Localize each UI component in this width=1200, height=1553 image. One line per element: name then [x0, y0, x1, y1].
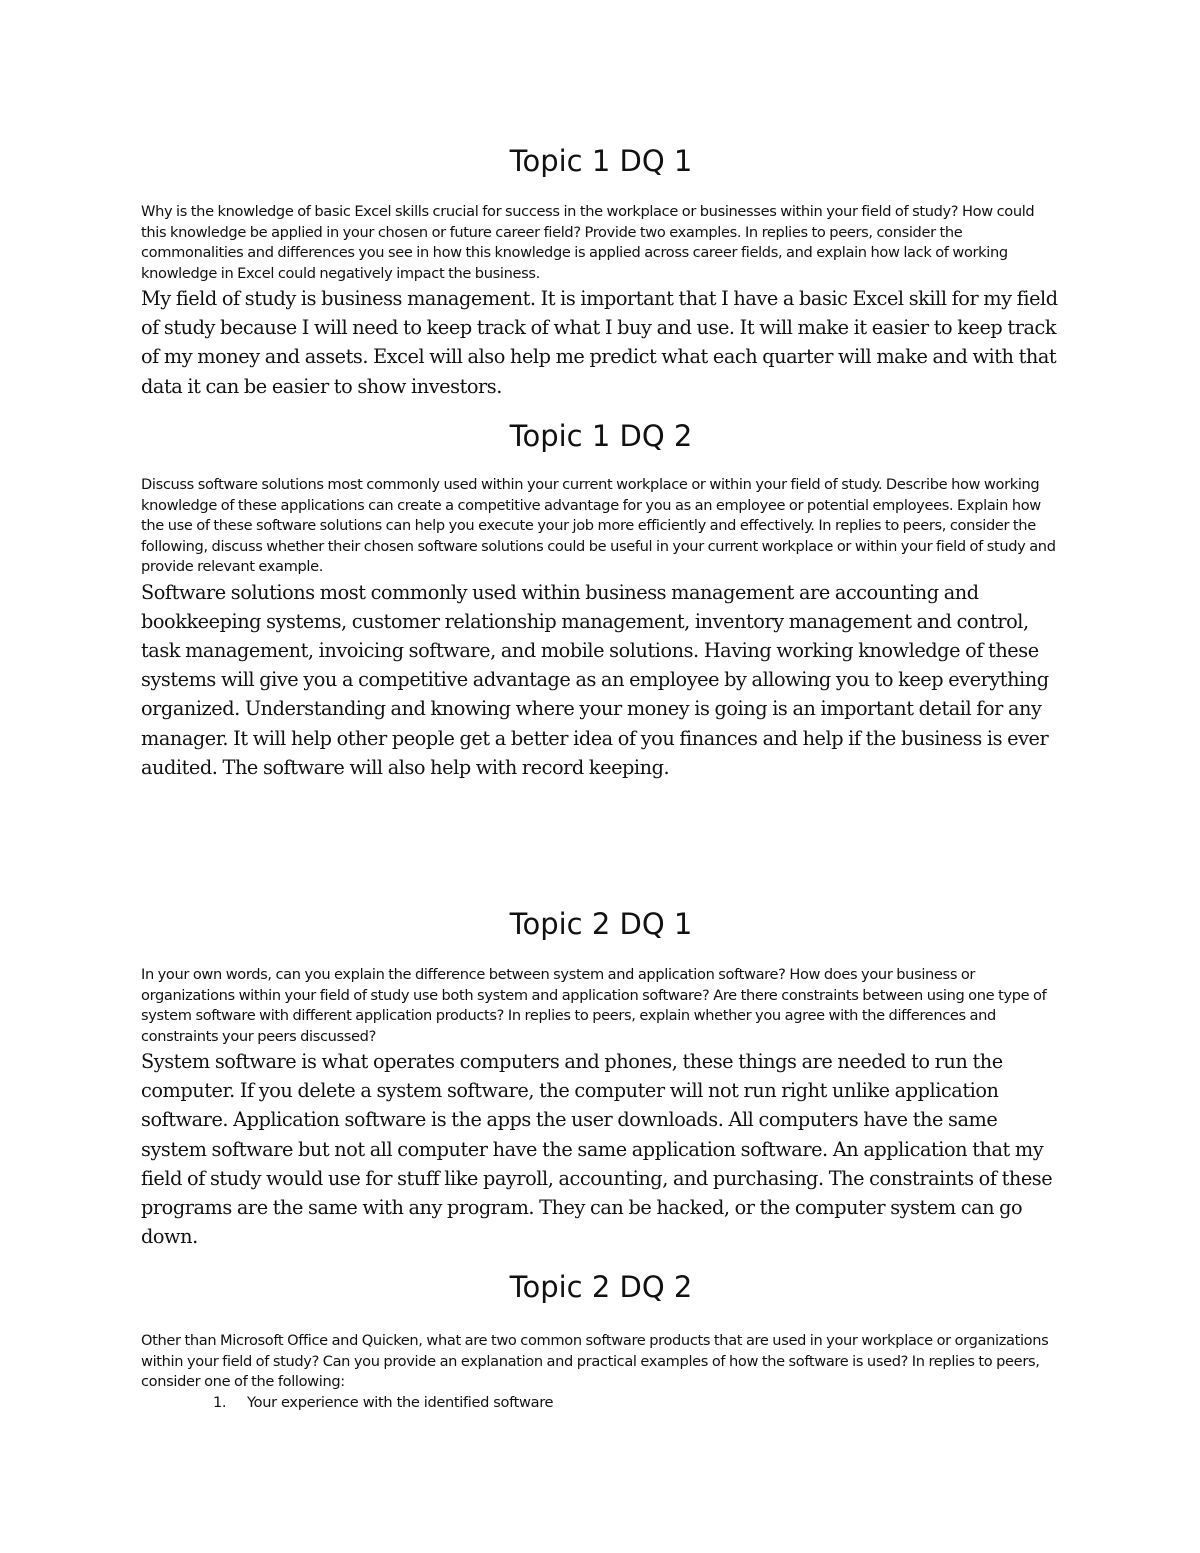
- discussion-prompt: Why is the knowledge of basic Excel skills crucial for success in the workplace or businesses within your field of study? How could this knowledge be applied in your chosen or future career field? Provide two examples. In replies to peers, consider the commonalities and differences you see in how this knowledge is applied across career fields, and explain how lack of working knowledge in Excel could negatively impact the business.: [141, 203, 1035, 282]
- list-item-text: Your experience with the identified software: [247, 1393, 554, 1411]
- list-item: [141, 1393, 1061, 1414]
- list-item-number: 1.: [213, 1393, 227, 1411]
- discussion-prompt: Discuss software solutions most commonly used within your current workplace or within your field of study. Describe how working knowledge of these applications can create a competitive advantage for you as an employee or potential employees. Explain how the use of these software solutions can help you execute your job more efficiently and effectively. In replies to peers, consider the following, discuss whether their chosen software solutions could be useful in your current workplace or within your field of study and provide relevant example.: [141, 476, 1056, 575]
- numbered-list: [141, 1393, 1061, 1414]
- section-topic-2-dq-1: [141, 904, 1061, 1251]
- section-topic-1-dq-1: [141, 141, 1061, 401]
- discussion-answer: Software solutions most commonly used within business management are accounting and bookkeeping systems, customer relationship management, inventory management and control, task management, invoicing software, and mobile solutions. Having working knowledge of these systems will give you a competitive advantage as an employee by allowing you to keep everything organized. Understanding and knowing where your money is going is an important detail for any manager. It will help other people get a better idea of you finances and help if the business is ever audited. The software will also help with record keeping.: [141, 580, 1049, 779]
- discussion-answer: System software is what operates computers and phones, these things are needed to run the computer. If you delete a system software, the computer will not run right unlike application software. Application software is the apps the user downloads. All computers have the same system software but not all computer have the same application software. An application that my field of study would use for stuff like payroll, accounting, and purchasing. The constraints of these programs are the same with any program. They can be hacked, or the computer system can go down.: [141, 1050, 1053, 1249]
- section-heading: Topic 1 DQ 1: [509, 144, 693, 178]
- discussion-prompt: In your own words, can you explain the difference between system and application software? How does your business or organizations within your field of study use both system and application software? Are there constraints between using one type of system software with different application products? In replies to peers, explain whether you agree with the differences and constraints your peers discussed?: [141, 966, 1047, 1045]
- section-heading: Topic 1 DQ 2: [509, 419, 693, 453]
- section-heading: Topic 2 DQ 1: [509, 907, 693, 941]
- discussion-prompt: Other than Microsoft Office and Quicken, what are two common software products that are used in your workplace or organizations within your field of study? Can you provide an explanation and practical examples of how the software is used? In replies to peers, consider one of the following:: [141, 1332, 1049, 1390]
- discussion-answer: My field of study is business management. It is important that I have a basic Excel skill for my field of study because I will need to keep track of what I buy and use. It will make it easier to keep track of my money and assets. Excel will also help me predict what each quarter will make and with that data it can be easier to show investors.: [141, 287, 1058, 398]
- section-topic-1-dq-2: [141, 416, 1061, 782]
- section-topic-2-dq-2: [141, 1267, 1061, 1413]
- section-heading: Topic 2 DQ 2: [509, 1270, 693, 1304]
